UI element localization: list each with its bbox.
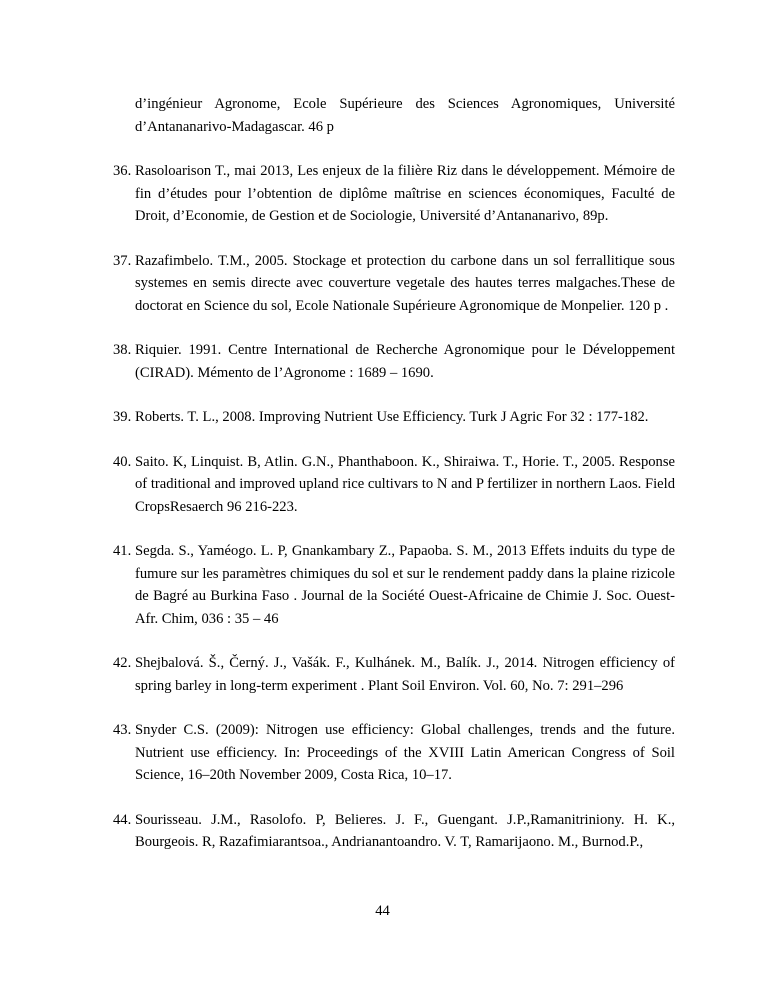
reference-number: 41. (113, 543, 132, 559)
reference-text: Riquier. 1991. Centre International de Recherche Agronomique pour le Développement (CIRAD). Mémento de l’Agronome : 1689 – 1690. (135, 342, 675, 381)
reference-number: 36. (113, 163, 132, 179)
reference-text: Segda. S., Yaméogo. L. P, Gnankambary Z., Papaoba. S. M., 2013 Effets induits du type de fumure sur les paramètres chimiques du sol et sur le rendement paddy dans la plaine rizicole de Bagré au Burkina Faso . Journal de la Société Ouest-Africaine de Chimie J. Soc. Ouest-Afr. Chim, 036 : 35 – 46 (135, 543, 675, 627)
reference-number: 38. (113, 342, 132, 358)
reference-text: Roberts. T. L., 2008. Improving Nutrient Use Efficiency. Turk J Agric For 32 : 177-182. (135, 409, 649, 425)
reference-item (113, 339, 675, 384)
reference-item (113, 406, 675, 429)
reference-text: Razafimbelo. T.M., 2005. Stockage et protection du carbone dans un sol ferrallitique sous systemes en semis directe avec couverture vegetale des hautes terres malgaches.These de doctorat en Science du sol, Ecole Nationale Supérieure Agronomique de Monpelier. 120 p . (135, 252, 675, 314)
reference-text: Saito. K, Linquist. B, Atlin. G.N., Phanthaboon. K., Shiraiwa. T., Horie. T., 2005. Response of traditional and improved upland rice cultivars to N and P fertilizer in northern Laos. Field CropsResaerch 96 216-223. (135, 453, 675, 515)
reference-item (113, 652, 675, 697)
reference-list (113, 93, 675, 876)
reference-item (113, 719, 675, 787)
page-number: 44 (375, 903, 390, 919)
reference-number: 43. (113, 722, 132, 738)
reference-text: Rasoloarison T., mai 2013, Les enjeux de la filière Riz dans le développement. Mémoire de fin d’études pour l’obtention de diplôme maîtrise en sciences économiques, Faculté de Droit, d’Economie, de Gestion et de Sociologie, Université d’Antananarivo, 89p. (135, 163, 675, 224)
reference-number: 37. (113, 252, 132, 269)
reference-item (113, 250, 675, 318)
reference-continuation: d’ingénieur Agronome, Ecole Supérieure des Sciences Agronomiques, Université d’Antananarivo-Madagascar. 46 p (135, 96, 675, 135)
reference-item (113, 160, 675, 228)
reference-item (113, 451, 675, 519)
reference-text: Sourisseau. J.M., Rasolofo. P, Belieres. J. F., Guengant. J.P.,Ramanitriniony. H. K., Bourgeois. R, Razafimiarantsoa., Andrianantoandro. V. T, Ramarijaono. M., Burnod.P., (135, 811, 675, 850)
reference-number: 42. (113, 655, 132, 671)
reference-text: Snyder C.S. (2009): Nitrogen use efficiency: Global challenges, trends and the future. Nutrient use efficiency. In: Proceedings of the XVIII Latin American Congress of Soil Science, 16–20th November 2009, Costa Rica, 10–17. (135, 722, 675, 783)
reference-number: 40. (113, 453, 132, 470)
reference-item (113, 809, 675, 854)
reference-item (113, 540, 675, 630)
reference-number: 44. (113, 811, 132, 828)
reference-text: Shejbalová. Š., Černý. J., Vašák. F., Kulhánek. M., Balík. J., 2014. Nitrogen efficiency of spring barley in long-term experiment . Plant Soil Environ. Vol. 60, No. 7: 291–296 (135, 655, 675, 694)
reference-number: 39. (113, 409, 132, 425)
